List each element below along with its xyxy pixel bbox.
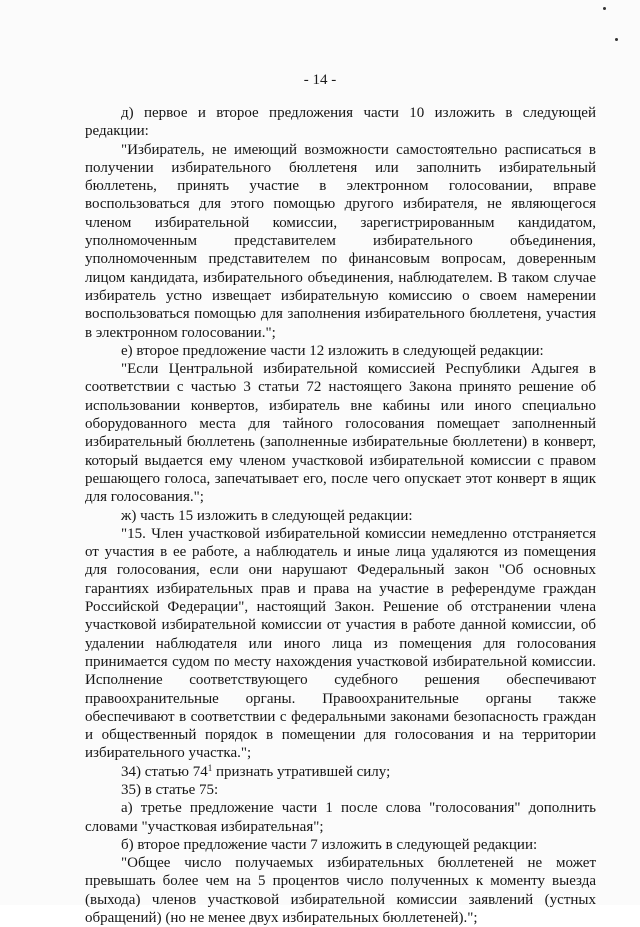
item34-superscript: 1 <box>207 762 213 773</box>
item34-text: 34) статью 74 <box>121 763 208 780</box>
item34-text-end: признать утратившей силу; <box>212 763 391 780</box>
scan-speck <box>615 38 618 41</box>
paragraph: е) второе предложение части 12 изложить в следующей редакции: <box>121 342 544 359</box>
paragraph: а) третье предложение части 1 после слова "голосования" дополнить словами "участковая избирательная"; <box>85 800 596 835</box>
page-number: - 14 - <box>303 72 337 88</box>
document-body <box>85 104 596 927</box>
paragraph: "15. Член участковой избирательной комиссии немедленно отстраняется от участия в ее работе, а наблюдатель и иные лица удаляются из помещения для голосования, если они нарушают Федеральный закон "Об основных гарантиях избирательных прав и права на участие в референдуме граждан Российской Федерации", настоящий Закон. Решение об отстранении члена участковой избирательной комиссии от участия в работе данной комиссии, об удалении наблюдателя или иного лица из помещения для голосования принимается судом по месту нахождения участковой избирательной комиссии. Исполнение соответствующего судебного решения обеспечивают правоохранительные органы. Правоохранительные органы также обеспечивают в соответствии с федеральными законами безопасность граждан и общественный порядок в помещении для голосования и на территории избирательного участка."; <box>85 525 596 762</box>
paragraph: б) второе предложение части 7 изложить в следующей редакции: <box>121 836 538 853</box>
paragraph: 35) в статье 75: <box>121 781 219 798</box>
paragraph: "Избиратель, не имеющий возможности самостоятельно расписаться в получении избирательного бюллетеня или заполнить избирательный бюллетень, принять участие в электронном голосовании, вправе воспользоваться для этого помощью другого избирателя, не являющегося членом избирательной комиссии, зарегистрированным кандидатом, уполномоченным представителем избирательного объединения, уполномоченным представителем по финансовым вопросам, доверенным лицом кандидата, избирательного объединения, наблюдателем. В таком случае избиратель устно извещает избирательную комиссию о своем намерении воспользоваться помощью для заполнения избирательного бюллетеня, участия в электронном голосовании."; <box>85 141 596 341</box>
paragraph: ж) часть 15 изложить в следующей редакции: <box>121 507 413 524</box>
paragraph: "Если Центральной избирательной комиссией Республики Адыгея в соответствии с частью 3 статьи 72 настоящего Закона принято решение об использовании конвертов, избиратель вне кабины или иного специально оборудованного места для тайного голосования помещает заполненный избирательный бюллетень (заполненные избирательные бюллетени) в конверт, который выдается ему членом участковой избирательной комиссии с правом решающего голоса, запечатывает его, после чего опускает этот конверт в ящик для голосования."; <box>85 361 596 506</box>
scan-speck <box>603 7 606 10</box>
paragraph-item-34 <box>85 763 596 781</box>
paragraph: "Общее число получаемых избирательных бюллетеней не может превышать более чем на 5 процентов число полученных к моменту выезда (выхода) членов участковой избирательной комиссии заявлений (устных обращений) (но не менее двух избирательных бюллетеней)."; <box>85 855 596 927</box>
paragraph: д) первое и второе предложения части 10 изложить в следующей редакции: <box>85 105 596 140</box>
